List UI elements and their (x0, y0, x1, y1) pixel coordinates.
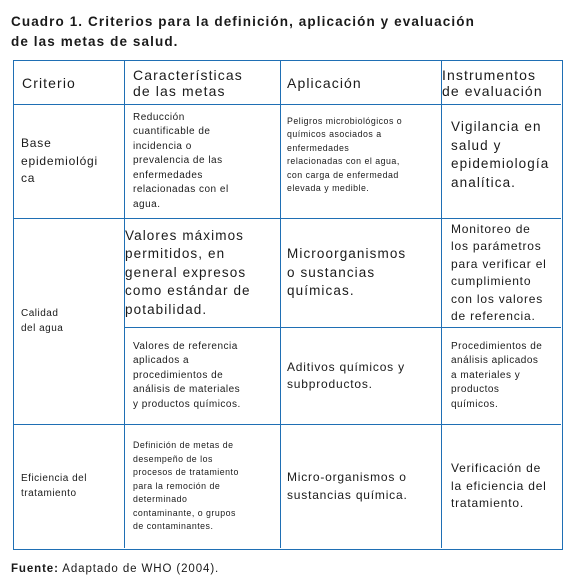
table-caption (11, 12, 571, 52)
caption-line-2: de las metas de salud. (11, 34, 179, 49)
header-aplicacion: Aplicación (287, 74, 362, 91)
row4-caracteristicas: Definición de metas de desempeño de los procesos de tratamiento para la remoción de determinado contaminante, o grupos de contaminantes. (133, 440, 239, 532)
row1-caracteristicas: Reducción cuantificable de incidencia o prevalencia de las enfermedades relacionadas con el agua. (133, 111, 229, 210)
row1-criterio: Base epidemiológi ca (21, 136, 98, 186)
col3-divider (441, 61, 442, 548)
caption-line-1: Cuadro 1. Criterios para la definición, aplicación y evaluación (11, 14, 475, 29)
header-caracteristicas: Características de las metas (133, 66, 243, 99)
row2-aplicacion: Microorganismos o sustancias químicas. (287, 246, 407, 299)
row2-criterio: Calidad del agua (21, 308, 64, 334)
source-text: Adaptado de WHO (2004). (58, 563, 220, 575)
row2-caracteristicas: Valores máximos permitidos, en general expresos como estándar de potabilidad. (125, 227, 251, 317)
row4-criterio: Eficiencia del tratamiento (21, 473, 87, 499)
row1-aplicacion: Peligros microbiológicos o químicos asociados a enfermedades relacionadas con el agua, con carga de enfermedad elevada y medible. (287, 115, 403, 193)
row4-aplicacion: Micro-organismos o sustancias química. (287, 470, 408, 502)
row2-instrumentos: Monitoreo de los parámetros para verificar el cumplimiento con los valores de referencia. (451, 221, 547, 323)
row3-caracteristicas: Valores de referencia aplicados a procedimientos de análisis de materiales y productos químicos. (133, 340, 241, 410)
row1-instrumentos: Vigilancia en salud y epidemiología analítica. (451, 119, 550, 190)
row3-instrumentos: Procedimientos de análisis aplicados a materiales y productos químicos. (451, 340, 543, 410)
row4-instrumentos: Verificación de la eficiencia del tratamiento. (451, 461, 547, 511)
row3-aplicacion: Aditivos químicos y subproductos. (287, 359, 405, 391)
source-note (11, 563, 219, 575)
criteria-table (13, 60, 563, 550)
header-instrumentos: Instrumentos de evaluación (442, 66, 543, 99)
source-label: Fuente: (11, 563, 59, 575)
header-criterio: Criterio (22, 74, 76, 91)
